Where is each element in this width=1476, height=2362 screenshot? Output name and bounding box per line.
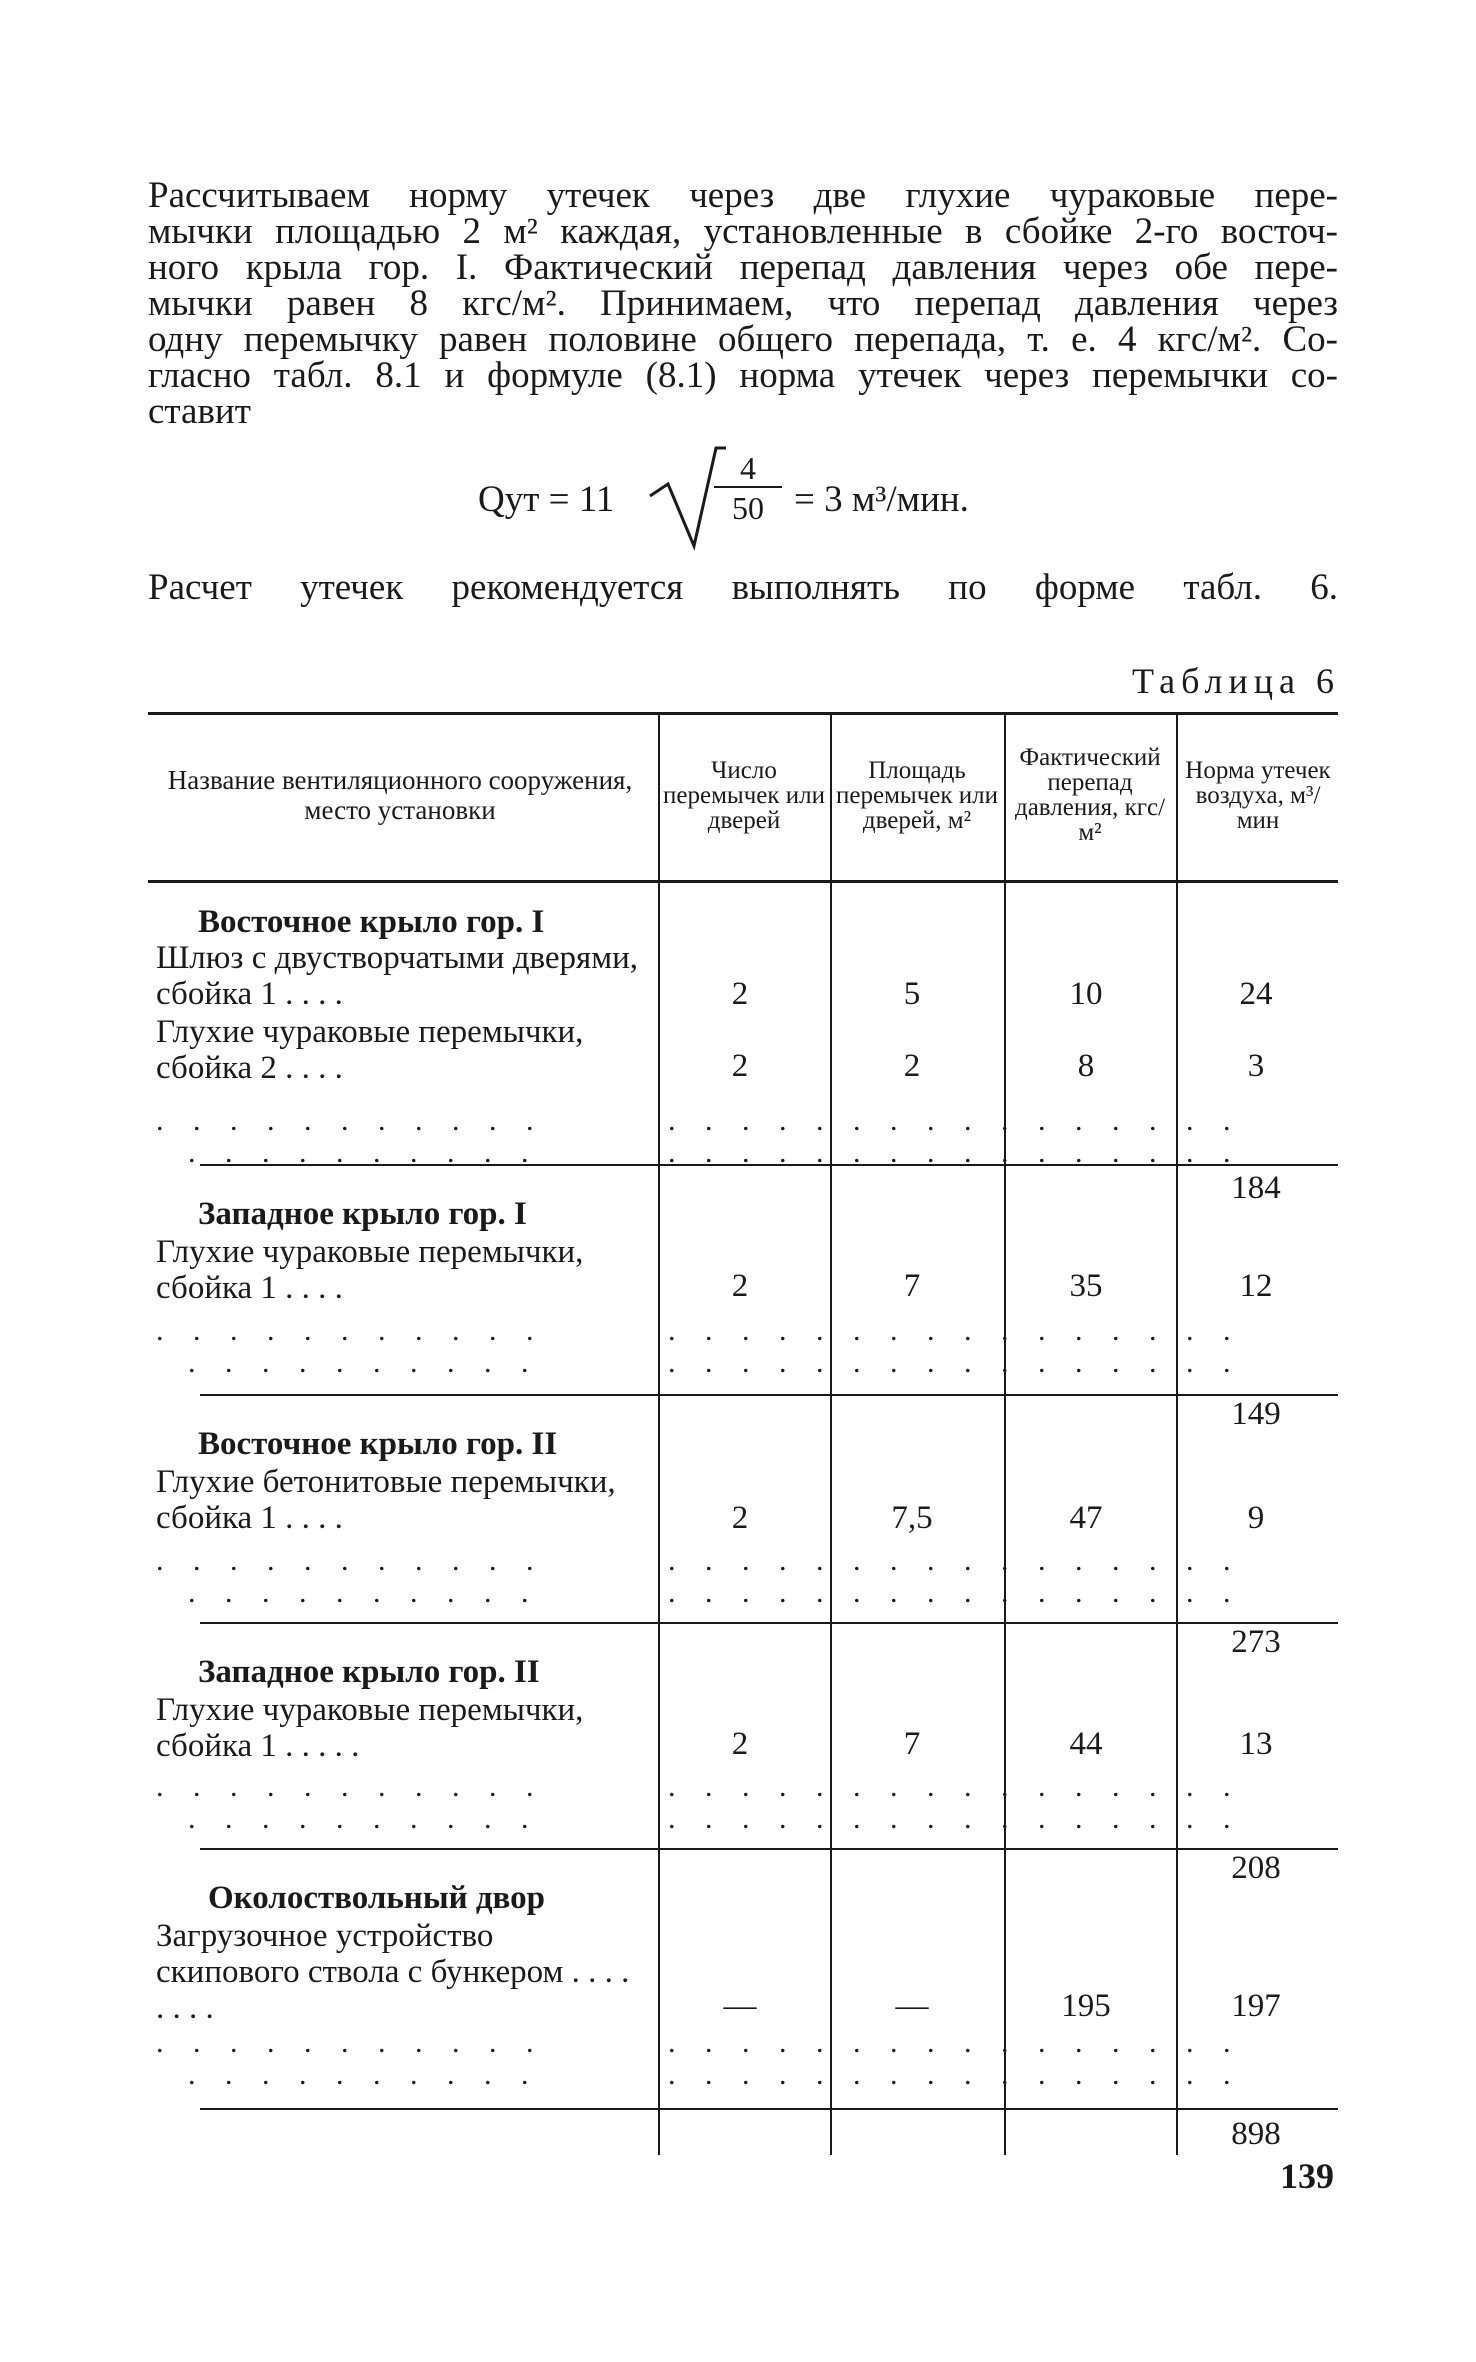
- header-bottom-rule: [148, 880, 1338, 883]
- cell-count: 2: [731, 1048, 749, 1084]
- cell-area: —: [895, 1988, 929, 2024]
- row-desc: Загрузочное устройство скипового ствола с бункером . . . . . . . .: [156, 1918, 630, 2026]
- cell-count: 2: [731, 1500, 749, 1536]
- section-rule-2: [200, 1394, 1338, 1396]
- intro-line-3: ного крыла гор. I. Фактический перепад давления через обе пере-: [148, 247, 1338, 288]
- dot-leader: . . . . . . . . . . . . . . . .: [668, 2058, 1242, 2091]
- cell-area: 2: [903, 1048, 921, 1084]
- dot-leader: . . . . . . . . . . . . . . . .: [668, 1802, 1242, 1835]
- row-desc: Глухие чураковые перемычки, сбойка 2 . . . .: [156, 1014, 584, 1086]
- row-desc: Глухие чураковые перемычки, сбойка 1 . . . .: [156, 1234, 584, 1306]
- dot-leader: . . . . . . . . . .: [188, 2058, 540, 2091]
- cell-norm: 9: [1247, 1500, 1265, 1536]
- column-divider-1: [658, 715, 660, 2155]
- page-number: 139: [1280, 2156, 1334, 2196]
- dot-leader: . . . . . . . . . . .: [156, 2026, 545, 2059]
- intro-line-2: мычки площадью 2 м² каждая, установленные в сбойке 2-го восточ-: [148, 211, 1338, 252]
- formula-numerator: 4: [740, 450, 756, 486]
- table-top-rule: [148, 712, 1338, 715]
- cell-pressure: 44: [1069, 1726, 1103, 1762]
- dot-leader: . . . . . . . . . . . . . . . .: [668, 1136, 1242, 1169]
- header-count: Число перемычек или дверей: [663, 756, 825, 834]
- header-area: Площадь перемычек или дверей, м²: [836, 756, 998, 834]
- cell-norm: 197: [1231, 1988, 1281, 2024]
- cell-norm: 12: [1239, 1268, 1273, 1304]
- section-subtotal: 208: [1231, 1850, 1281, 1886]
- dot-leader: . . . . . . . . . . . . . . . .: [668, 1314, 1242, 1347]
- formula-fraction: [714, 450, 782, 528]
- row-desc: Глухие чураковые перемычки, сбойка 1 . . . . .: [156, 1692, 584, 1764]
- row-desc: Глухие бетонитовые перемычки, сбойка 1 . . . .: [156, 1464, 616, 1536]
- intro-line-5: одну перемычку равен половине общего перепада, т. е. 4 кгс/м². Со-: [148, 319, 1338, 360]
- cell-norm: 13: [1239, 1726, 1273, 1762]
- formula-lhs: Qут = 11: [478, 479, 615, 520]
- cell-count: 2: [731, 976, 749, 1012]
- cell-pressure: 47: [1069, 1500, 1103, 1536]
- section-title: Западное крыло гор. I: [198, 1196, 527, 1232]
- cell-pressure: 10: [1069, 976, 1103, 1012]
- header-name: Название вентиляционного сооружения, место установки: [167, 765, 633, 825]
- section-rule-3: [200, 1622, 1338, 1624]
- section-title: Восточное крыло гор. II: [198, 1426, 558, 1462]
- dot-leader: . . . . . . . . . . . . . . . .: [668, 1770, 1242, 1803]
- dot-leader: . . . . . . . . . . .: [156, 1544, 545, 1577]
- cell-pressure: 195: [1061, 1988, 1111, 2024]
- dot-leader: . . . . . . . . . . . . . . . .: [668, 1576, 1242, 1609]
- table-total: 898: [1231, 2116, 1281, 2152]
- dot-leader: . . . . . . . . . .: [188, 1576, 540, 1609]
- section-title: Восточное крыло гор. I: [198, 904, 545, 940]
- row-desc: Шлюз с двустворчатыми дверями, сбойка 1 . . . .: [156, 940, 639, 1012]
- section-rule-5: [200, 2108, 1338, 2110]
- dot-leader: . . . . . . . . . .: [188, 1136, 540, 1169]
- leakage-formula: [478, 444, 1038, 554]
- cell-norm: 3: [1247, 1048, 1265, 1084]
- header-norm: Норма утечек воздуха, м³/мин: [1185, 756, 1331, 834]
- cell-count: 2: [731, 1268, 749, 1304]
- formula-rhs: = 3 м³/мин.: [794, 479, 969, 520]
- dot-leader: . . . . . . . . . . . . . . . .: [668, 1544, 1242, 1577]
- section-subtotal: 273: [1231, 1624, 1281, 1660]
- header-pressure: Фактический перепад давления, кгс/м²: [1014, 744, 1166, 846]
- section-subtotal: 149: [1231, 1396, 1281, 1432]
- cell-area: 7: [903, 1726, 921, 1762]
- column-divider-4: [1176, 715, 1178, 2155]
- dot-leader: . . . . . . . . . . .: [156, 1770, 545, 1803]
- cell-norm: 24: [1239, 976, 1273, 1012]
- section-subtotal: 184: [1231, 1170, 1281, 1206]
- dot-leader: . . . . . . . . . .: [188, 1802, 540, 1835]
- table-caption: Таблица 6: [1132, 661, 1340, 701]
- dot-leader: . . . . . . . . . . . . . . . .: [668, 1346, 1242, 1379]
- cell-count: 2: [731, 1726, 749, 1762]
- dot-leader: . . . . . . . . . . . . . . . .: [668, 1104, 1242, 1137]
- dot-leader: . . . . . . . . . . .: [156, 1314, 545, 1347]
- cell-pressure: 8: [1077, 1048, 1095, 1084]
- cell-count: —: [723, 1988, 757, 2024]
- section-rule-4: [200, 1848, 1338, 1850]
- recommendation-text: Расчет утечек рекомендуется выполнять по форме табл. 6.: [148, 567, 1338, 608]
- dot-leader: . . . . . . . . . . .: [156, 1104, 545, 1137]
- cell-area: 7,5: [891, 1500, 933, 1536]
- column-divider-2: [830, 715, 832, 2155]
- dot-leader: . . . . . . . . . . . . . . . .: [668, 2026, 1242, 2059]
- cell-pressure: 35: [1069, 1268, 1103, 1304]
- intro-line-1: Рассчитываем норму утечек через две глухие чураковые пере-: [148, 175, 1338, 216]
- formula-denominator: 50: [714, 486, 782, 528]
- cell-area: 5: [903, 976, 921, 1012]
- column-divider-3: [1004, 715, 1006, 2155]
- intro-line-4: мычки равен 8 кгс/м². Принимаем, что перепад давления через: [148, 283, 1338, 324]
- dot-leader: . . . . . . . . . .: [188, 1346, 540, 1379]
- section-title: Околоствольный двор: [208, 1880, 545, 1916]
- section-title: Западное крыло гор. II: [198, 1654, 540, 1690]
- cell-area: 7: [903, 1268, 921, 1304]
- intro-line-6: гласно табл. 8.1 и формуле (8.1) норма утечек через перемычки со-: [148, 355, 1338, 396]
- intro-line-7: ставит: [148, 391, 251, 432]
